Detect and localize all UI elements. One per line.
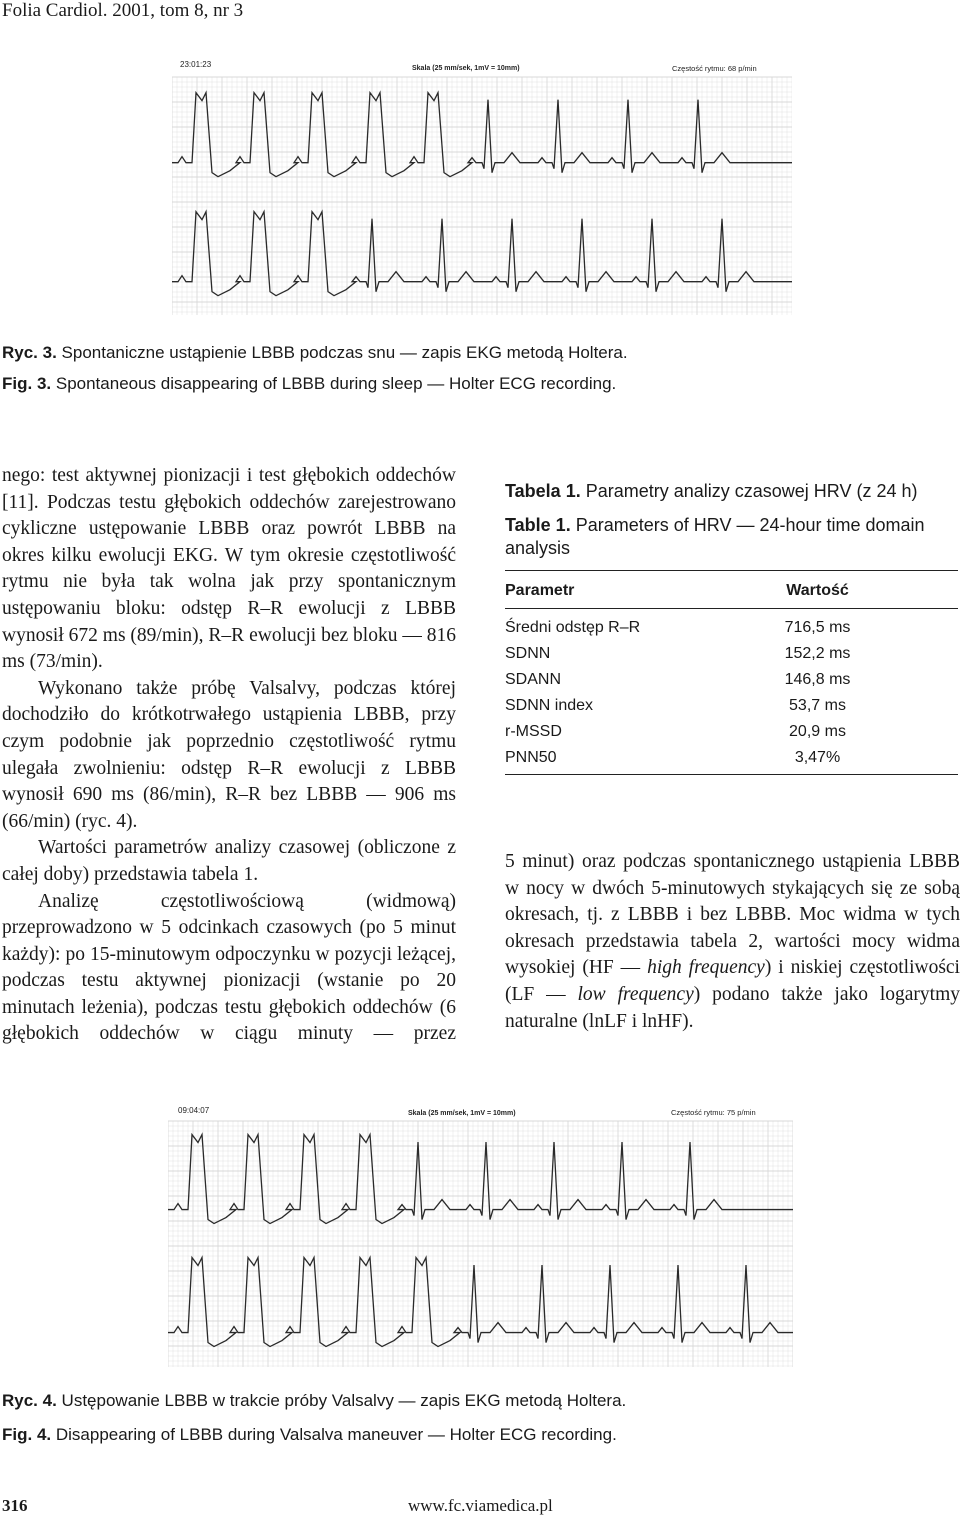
text-run: ) podano także jako logarytmy naturalne (lnLF i lnHF). [505,983,960,1032]
row-value: 152,2 ms [784,645,851,662]
row-param: Średni odstęp R–R [505,619,641,636]
caption-text: Disappearing of LBBB during Valsalva maneuver — Holter ECG recording. [55,1425,617,1444]
table1-title-pl [505,480,960,503]
row-value: 716,5 ms [784,619,851,636]
right-column-text [505,849,960,1035]
caption-text: Ustępowanie LBBB w trakcie próby Valsalvy — zapis EKG metodą Holtera. [61,1391,627,1410]
figure3-caption-pl [2,343,628,363]
table-row [505,697,958,719]
page-number: 316 [2,1496,28,1515]
table-header-rule [505,608,958,609]
paragraph [505,849,960,1035]
table-row [505,619,958,641]
ecg4-scale: Skala (25 mm/sek, 1mV = 10mm) [408,1110,516,1117]
row-value: 3,47% [794,749,841,766]
table-row [505,723,958,745]
table-title-text: Parametry analizy czasowej HRV (z 24 h) [585,481,918,501]
ecg-figure-3 [172,57,792,315]
ecg3-rate: Częstość rytmu: 68 p/min [672,64,757,73]
caption-text: Spontaniczne ustąpienie LBBB podczas snu — zapis EKG metodą Holtera. [61,343,628,362]
figure4-caption-pl [2,1391,626,1411]
row-param: SDNN [505,645,551,662]
paragraph: Analizę częstotliwościową (widmową) przeprowadzono w 5 odcinkach czasowych (po 5 minut każdy): po 15-minutowym odpoczynku w pozycji leżącej, podczas testu aktywnej pionizacji (wstanie po 20 minutach leżenia), podczas testu głębokich oddechów (6 głębokich oddechów w ciągu minuty — przez [2,890,456,1045]
ecg4-rate: Częstość rytmu: 75 p/min [671,1108,756,1117]
row-value: 20,9 ms [789,723,846,740]
caption-label: Ryc. 3. [2,343,57,362]
table-row [505,671,958,693]
ecg4-time: 09:04:07 [178,1106,210,1115]
table-label: Tabela 1. [505,481,581,501]
left-column-text [2,463,456,1048]
text-run: 5 minut) oraz podczas spontanicznego ustąpienia LBBB w nocy w dwóch 5-minutowych stykających się ze sobą okresach, tj. z LBBB i bez LBBB. Moc widma w tych okresach przedstawia tabela 2, wartości mocy widma wysokiej (HF — [505,851,960,979]
ecg-figure-4 [168,1097,793,1367]
row-param: SDNN index [505,697,594,714]
caption-label: Fig. 4. [2,1425,52,1444]
ecg-trace-4 [168,1097,793,1367]
figure4-caption-en [2,1425,617,1445]
caption-text: Spontaneous disappearing of LBBB during sleep — Holter ECG recording. [55,374,617,393]
row-param: PNN50 [505,749,557,766]
table-row [505,749,958,771]
ecg-trace-3 [172,57,792,315]
ecg3-time: 23:01:23 [180,60,212,69]
header-wartosc: Wartość [786,582,849,599]
figure3-caption-en [2,374,616,394]
row-param: SDANN [505,671,562,688]
table-top-rule [505,570,958,571]
italic-term: low frequency [577,983,694,1005]
row-value: 146,8 ms [784,671,851,688]
row-value: 53,7 ms [789,697,846,714]
caption-label: Ryc. 4. [2,1391,57,1410]
paragraph: Wykonano także próbę Valsalvy, podczas której dochodziło do krótkotrwałego ustąpienia LBBB, przy czym podobnie jak poprzednio częstotliwość rytmu ulegała zwolnieniu: odstęp R–R ewolucji z LBBB wynosił 690 ms (86/min), R–R bez LBBB — 906 ms (66/min) (ryc. 4). [2,677,456,832]
caption-label: Fig. 3. [2,374,52,393]
header-parametr: Parametr [505,582,575,599]
table1-title-en [505,514,925,560]
journal-header: Folia Cardiol. 2001, tom 8, nr 3 [2,0,244,21]
paragraph: nego: test aktywnej pionizacji i test głębokich oddechów [11]. Podczas testu głębokich oddechów zarejestrowano cykliczne ustępowanie LBBB oraz powrót LBBB na okres kilku ewolucji EKG. W tym okresie częstotliwość rytmu nie była tak wolna jak przy spontanicznym ustępowaniu bloku: odstęp R–R ewolucji z LBBB wynosił 672 ms (89/min), R–R ewolucji bez bloku — 816 ms (73/min). [2,465,456,673]
text-run: ) i niskiej częstotliwości (LF — [505,957,960,1005]
footer-url: www.fc.viamedica.pl [408,1496,553,1515]
table-label: Table 1. [505,515,571,535]
ecg3-scale: Skala (25 mm/sek, 1mV = 10mm) [412,65,520,72]
italic-term: high frequency [647,957,765,979]
table-bottom-rule [505,774,958,775]
table-title-text: Parameters of HRV — 24-hour time domain analysis [505,515,925,558]
table-header-row [505,582,958,604]
table-row [505,645,958,667]
paragraph: Wartości parametrów analizy czasowej (obliczone z całej doby) przedstawia tabela 1. [2,837,456,885]
row-param: r-MSSD [505,723,562,740]
